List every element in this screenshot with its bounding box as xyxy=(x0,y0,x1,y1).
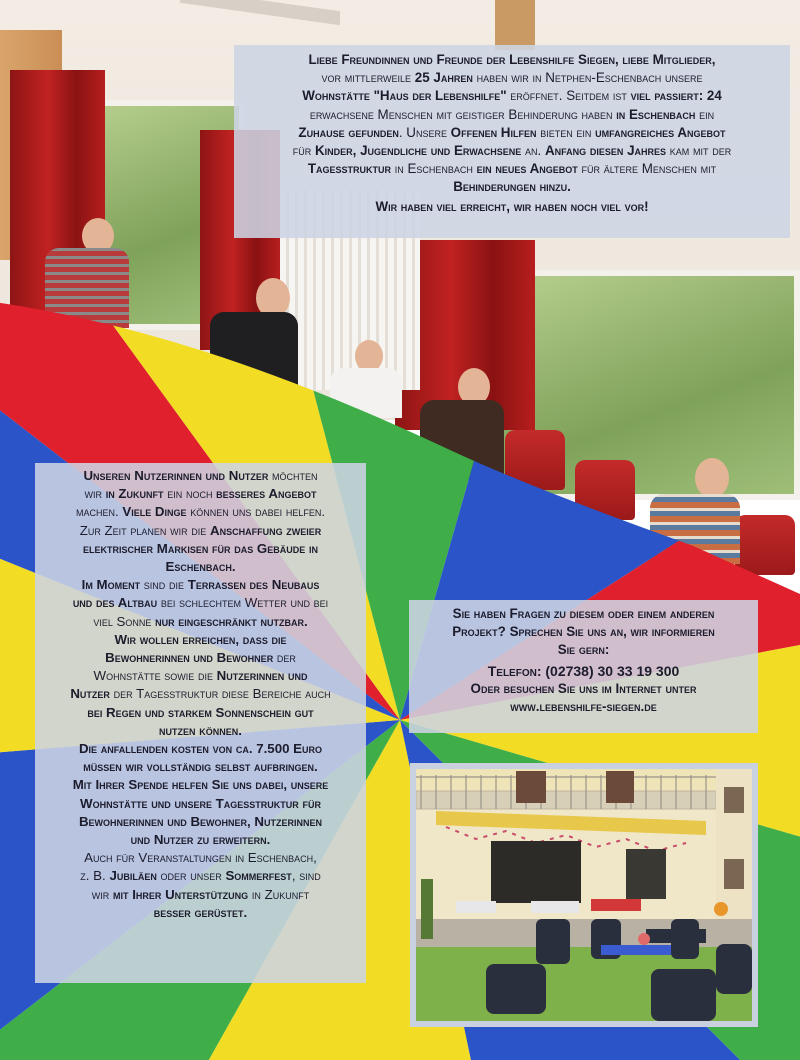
project-line: machen. Viele Dinge können uns dabei helfen. xyxy=(75,504,326,520)
project-line: elektrischer Markisen für das Gebäude in xyxy=(83,540,318,556)
project-line: Wohnstätte und unsere Tagesstruktur für xyxy=(80,795,321,811)
project-line: Nutzer der Tagesstruktur diese Bereiche auch xyxy=(70,686,331,702)
project-line: und des Altbau bei schlechtem Wetter und bei xyxy=(72,595,329,611)
intro-closing: Wir haben viel erreicht, wir haben noch viel vor! xyxy=(375,198,649,214)
building-terrace-image xyxy=(416,769,752,1021)
intro-line: für Kinder, Jugendliche und Erwachsene an. Anfang diesen Jahres kam mit der xyxy=(292,143,732,159)
building-photo-frame xyxy=(410,763,758,1027)
ceiling-light xyxy=(180,0,340,25)
project-line: Auch für Veranstaltungen in Eschenbach, xyxy=(84,850,317,866)
project-line: z. B. Jubiläen oder unser Sommerfest, sind xyxy=(80,868,321,884)
intro-text-panel xyxy=(234,45,790,238)
project-line: bei Regen und starkem Sonnenschein gut xyxy=(87,704,314,720)
intro-line: Wohnstätte "Haus der Lebenshilfe" eröffnet. Seitdem ist viel passiert: 24 xyxy=(302,88,722,104)
ceiling-beam xyxy=(495,0,535,50)
project-line: Eschenbach. xyxy=(165,559,236,575)
phone-number[interactable]: Telefon: (02738) 30 33 19 300 xyxy=(487,662,680,679)
project-line: müssen wir vollständig selbst aufbringen. xyxy=(83,759,318,775)
building-photo xyxy=(416,769,752,1021)
project-line: Mit Ihrer Spende helfen Sie uns dabei, unsere xyxy=(72,777,329,793)
intro-line: vor mittlerweile 25 Jahren haben wir in Netphen-Eschenbach unsere xyxy=(321,70,703,86)
intro-line: Tagesstruktur in Eschenbach ein neues Angebot für ältere Menschen mit xyxy=(307,161,717,177)
website-link[interactable]: www.lebenshilfe-siegen.de xyxy=(510,699,657,715)
intro-line: erwachsene Menschen mit geistiger Behinderung haben in Eschenbach ein xyxy=(309,106,715,122)
project-text-panel xyxy=(35,463,366,983)
project-line: Wohnstätte sowie die Nutzerinnen und xyxy=(93,668,308,684)
project-line: Wir wollen erreichen, dass die xyxy=(114,631,287,647)
intro-line: Liebe Freundinnen und Freunde der Lebenshilfe Siegen, liebe Mitglieder, xyxy=(308,52,716,67)
project-line: Im Moment sind die Terrassen des Neubaus xyxy=(81,577,320,593)
intro-line: Behinderungen hinzu. xyxy=(453,179,571,195)
project-line: viel Sonne nur eingeschränkt nutzbar. xyxy=(93,613,308,629)
project-line: und Nutzer zu erweitern. xyxy=(130,832,271,848)
project-line: Unseren Nutzerinnen und Nutzer möchten xyxy=(83,468,318,483)
project-line: Zur Zeit planen wir die Anschaffung zweier xyxy=(79,522,322,538)
project-line: nutzen können. xyxy=(159,722,242,738)
contact-panel xyxy=(409,600,758,733)
project-line: besser gerüstet. xyxy=(153,904,248,920)
intro-line: Zuhause gefunden. Unsere Offenen Hilfen bieten ein umfangreiches Angebot xyxy=(298,124,726,140)
project-line: Die anfallenden kosten von ca. 7.500 Euro xyxy=(78,741,323,757)
project-line: Bewohnerinnen und Bewohner der xyxy=(105,650,296,666)
contact-line: Oder besuchen Sie uns im Internet unter xyxy=(470,680,697,696)
contact-line: Sie haben Fragen zu diesem oder einem anderen xyxy=(452,606,715,621)
contact-line: Projekt? Sprechen Sie uns an, wir informieren xyxy=(452,624,715,640)
project-line: wir in Zukunft ein noch besseres Angebot xyxy=(84,486,317,502)
contact-line: Sie gern: xyxy=(557,642,610,658)
project-line: wir mit Ihrer Unterstützung in Zukunft xyxy=(91,886,310,902)
project-line: Bewohnerinnen und Bewohner, Nutzerinnen xyxy=(78,813,323,829)
